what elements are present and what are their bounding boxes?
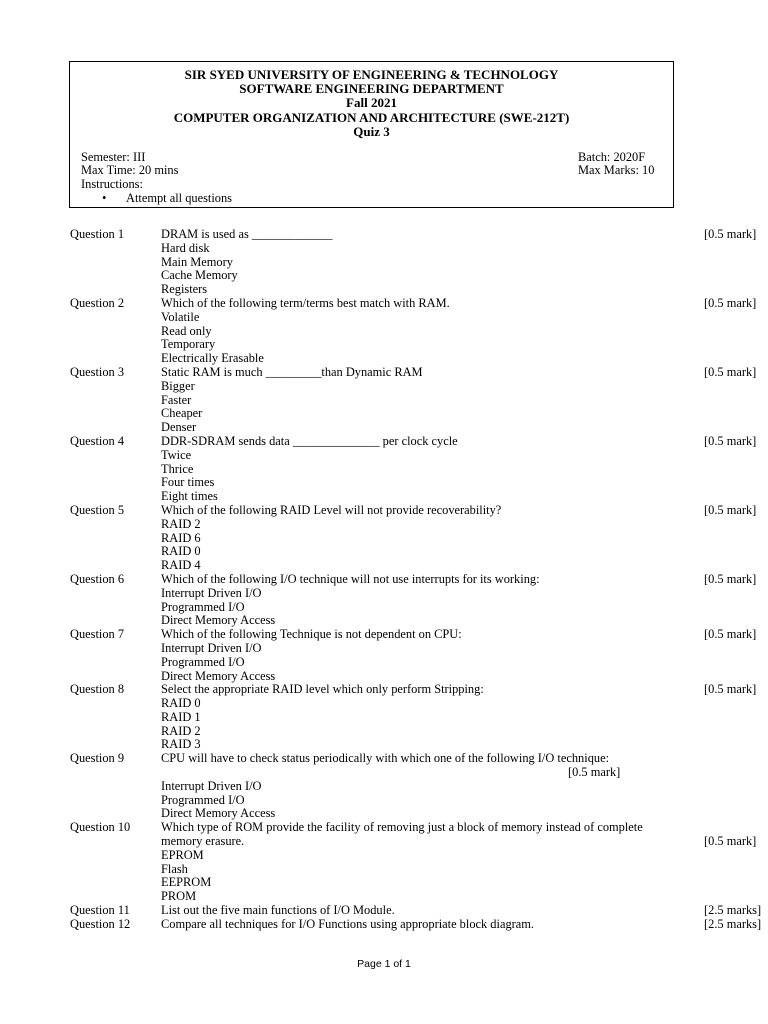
question-text: DDR-SDRAM sends data ______________ per clock cycle (161, 433, 458, 448)
question-text: List out the five main functions of I/O Module. (161, 903, 395, 918)
answer-option: Cache Memory (161, 268, 238, 283)
instruction-text: Attempt all questions (126, 191, 232, 205)
answer-option: Four times (161, 475, 215, 490)
question-item (70, 227, 757, 297)
question-label: Question 6 (70, 571, 125, 586)
question-list (70, 227, 762, 932)
answer-option: Temporary (161, 337, 216, 352)
question-label: Question 12 (70, 916, 131, 931)
quiz-title: Quiz 3 (353, 124, 390, 139)
course-title: COMPUTER ORGANIZATION AND ARCHITECTURE (SWE-212T) (173, 110, 570, 125)
question-text: DRAM is used as _____________ (161, 227, 333, 241)
question-label: Question 1 (70, 227, 125, 241)
question-text: Which of the following RAID Level will not provide recoverability? (161, 502, 502, 517)
answer-option: Programmed I/O (161, 792, 245, 807)
answer-option: Read only (161, 323, 212, 338)
question-marks: [2.5 marks] (704, 903, 762, 918)
question-text: Which type of ROM provide the facility of removing just a block of memory instead of complete (161, 820, 643, 835)
answer-option: Registers (161, 282, 208, 297)
answer-option: EEPROM (161, 875, 212, 890)
answer-option: Electrically Erasable (161, 351, 264, 366)
answer-option: PROM (161, 889, 197, 904)
question-text: Which of the following I/O technique will not use interrupts for its working: (161, 571, 540, 586)
question-item (70, 295, 757, 366)
answer-option: Denser (161, 420, 197, 435)
instruction-item (102, 191, 232, 205)
quiz-header-box (69, 61, 674, 208)
answer-option: Programmed I/O (161, 599, 245, 614)
answer-option: Direct Memory Access (161, 806, 276, 821)
question-marks: [0.5 mark] (704, 627, 757, 642)
question-marks: [0.5 mark] (704, 834, 757, 849)
question-label: Question 8 (70, 682, 125, 697)
question-label: Question 7 (70, 627, 125, 642)
question-label: Question 9 (70, 751, 125, 766)
answer-option: Main Memory (161, 254, 233, 269)
term: Fall 2021 (346, 95, 397, 110)
answer-option: Interrupt Driven I/O (161, 778, 262, 793)
question-label: Question 11 (70, 903, 130, 918)
question-item (70, 752, 710, 821)
answer-option: RAID 4 (161, 558, 201, 573)
semester: Semester: III (81, 150, 146, 164)
answer-option: RAID 6 (161, 530, 201, 545)
answer-option: Direct Memory Access (161, 668, 276, 683)
question-item (70, 364, 757, 435)
question-text: Which of the following term/terms best match with RAM. (161, 295, 450, 310)
answer-option: Volatile (161, 309, 200, 324)
question-marks: [0.5 mark] (704, 227, 757, 241)
answer-option: RAID 3 (161, 737, 201, 752)
answer-option: RAID 0 (161, 544, 201, 559)
instructions-label: Instructions: (81, 177, 143, 191)
question-item (70, 916, 762, 932)
question-item (70, 433, 757, 504)
answer-option: EPROM (161, 847, 204, 862)
question-marks: [0.5 mark] (704, 364, 757, 379)
question-item (70, 627, 757, 683)
bullet-icon: • (102, 191, 107, 205)
page-number: Page 1 of 1 (357, 958, 411, 970)
question-label: Question 10 (70, 820, 131, 835)
question-text: Select the appropriate RAID level which only perform Stripping: (161, 682, 484, 697)
answer-option: Programmed I/O (161, 654, 245, 669)
question-label: Question 4 (70, 433, 125, 448)
question-item (70, 820, 757, 904)
answer-option: Interrupt Driven I/O (161, 585, 262, 600)
answer-option: Bigger (161, 378, 195, 393)
question-text: Which of the following Technique is not dependent on CPU: (161, 627, 462, 642)
question-marks: [0.5 mark] (568, 765, 621, 780)
question-item (70, 571, 757, 628)
answer-option: Twice (161, 447, 192, 462)
question-label: Question 5 (70, 502, 125, 517)
question-marks: [0.5 mark] (704, 433, 757, 448)
question-marks: [0.5 mark] (704, 295, 757, 310)
answer-option: RAID 2 (161, 516, 201, 531)
answer-option: Hard disk (161, 240, 210, 255)
batch: Batch: 2020F (578, 150, 646, 164)
answer-option: Direct Memory Access (161, 613, 276, 628)
question-text-continued: memory erasure. (161, 834, 245, 849)
question-text: Compare all techniques for I/O Functions using appropriate block diagram. (161, 916, 535, 931)
answer-option: Interrupt Driven I/O (161, 640, 262, 655)
question-marks: [0.5 mark] (704, 682, 757, 697)
university-name: SIR SYED UNIVERSITY OF ENGINEERING & TECHNOLOGY (184, 67, 559, 82)
question-label: Question 2 (70, 295, 125, 310)
answer-option: Eight times (161, 489, 218, 504)
question-item (70, 502, 757, 573)
answer-option: Faster (161, 392, 192, 407)
max-marks: Max Marks: 10 (578, 163, 655, 177)
answer-option: Flash (161, 861, 188, 876)
max-time: Max Time: 20 mins (81, 163, 179, 177)
question-text: CPU will have to check status periodically with which one of the following I/O technique: (161, 751, 610, 766)
answer-option: Thrice (161, 461, 194, 476)
question-marks: [0.5 mark] (704, 502, 757, 517)
department-name: SOFTWARE ENGINEERING DEPARTMENT (239, 81, 504, 96)
question-label: Question 3 (70, 364, 125, 379)
question-item (70, 903, 762, 918)
question-marks: [2.5 marks] (704, 916, 762, 931)
answer-option: RAID 2 (161, 723, 201, 738)
answer-option: Cheaper (161, 406, 203, 421)
answer-option: RAID 0 (161, 696, 201, 711)
question-item (70, 682, 757, 752)
answer-option: RAID 1 (161, 709, 201, 724)
question-marks: [0.5 mark] (704, 571, 757, 586)
question-text: Static RAM is much _________than Dynamic RAM (161, 364, 423, 379)
